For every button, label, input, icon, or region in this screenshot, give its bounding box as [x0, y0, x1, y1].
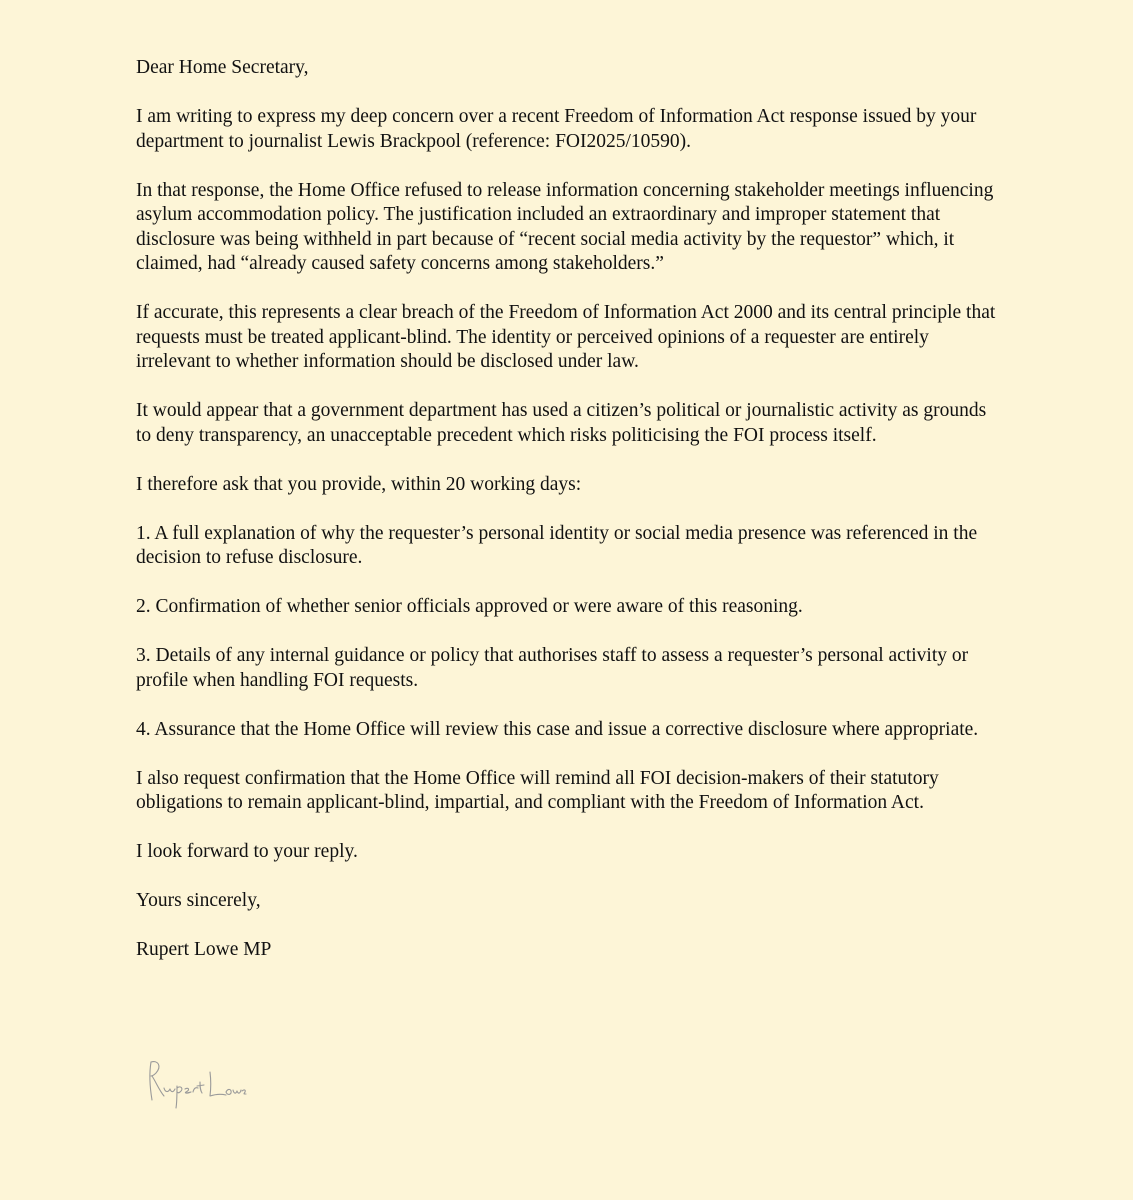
handwritten-signature-icon [140, 1052, 250, 1112]
paragraph-intro: I am writing to express my deep concern over a recent Freedom of Information Act response issued by your department to journalist Lewis Brackpool (reference: FOI2025/10590). [136, 106, 977, 152]
signatory-name: Rupert Lowe MP [136, 939, 272, 960]
request-item-1: 1. A full explanation of why the requester’s personal identity or social media presence was referenced in the decision to refuse disclosure. [136, 522, 978, 568]
paragraph-reply: I look forward to your reply. [136, 841, 358, 862]
paragraph-refusal: In that response, the Home Office refused to release information concerning stakeholder meetings influencing asylum accommodation policy. The justification included an extraordinary and improper statement that disclosure was being withheld in part because of “recent social media activity by the requestor” which, it claimed, had “already caused safety concerns among stakeholders.” [136, 179, 994, 274]
request-item-3: 3. Details of any internal guidance or policy that authorises staff to assess a requester’s personal activity or profile when handling FOI requests. [136, 645, 969, 691]
request-item-2: 2. Confirmation of whether senior officials approved or were aware of this reasoning. [136, 596, 803, 617]
letter-body [136, 56, 1006, 987]
paragraph-precedent: It would appear that a government department has used a citizen’s political or journalistic activity as grounds to deny transparency, an unacceptable precedent which risks politicising the FOI process itself. [136, 400, 987, 446]
paragraph-reminder: I also request confirmation that the Home Office will remind all FOI decision-makers of their statutory obligations to remain applicant-blind, impartial, and compliant with the Freedom of Information Act. [136, 767, 939, 813]
paragraph-ask: I therefore ask that you provide, within 20 working days: [136, 473, 582, 495]
request-item-4: 4. Assurance that the Home Office will review this case and issue a corrective disclosure where appropriate. [136, 718, 979, 740]
sign-off: Yours sincerely, [136, 890, 261, 911]
salutation: Dear Home Secretary, [136, 57, 309, 78]
paragraph-breach: If accurate, this represents a clear breach of the Freedom of Information Act 2000 and its central principle that requests must be treated applicant-blind. The identity or perceived opinions of a requester are entirely irrelevant to whether information should be disclosed under law. [136, 302, 996, 372]
